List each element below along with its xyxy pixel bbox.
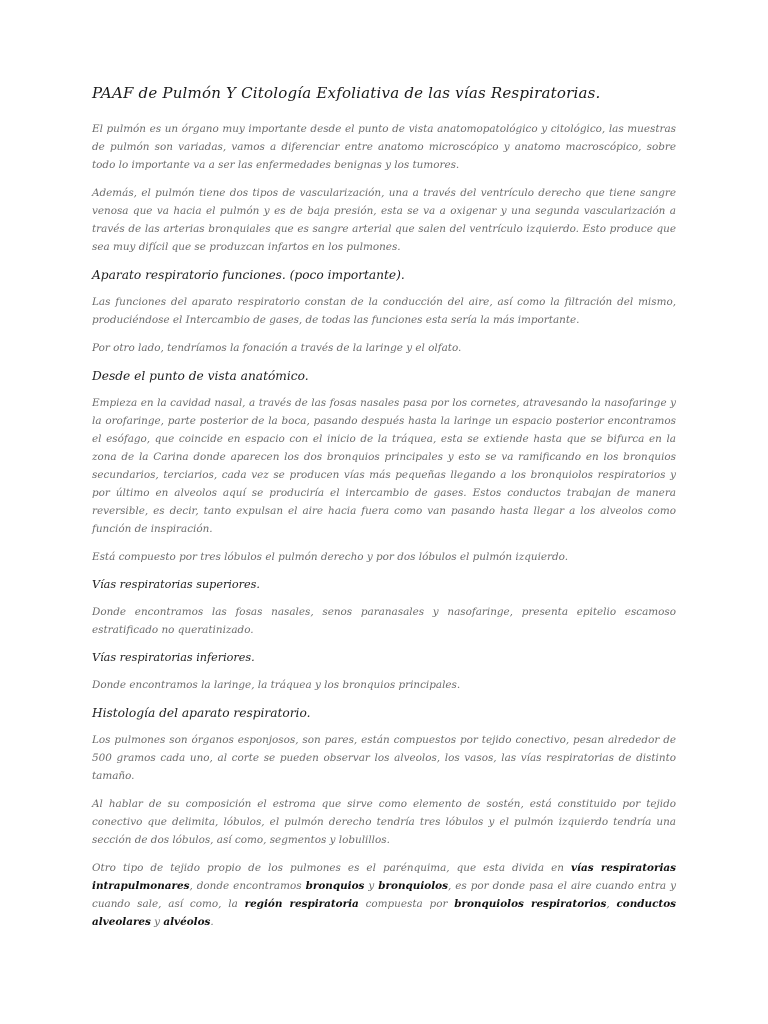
bold-term-alveolar-ducts: conductos alveolares [92, 898, 677, 928]
paragraph-anatomy: Empieza en la cavidad nasal, a través de las fosas nasales pasa por los cornetes, atravesando la nasofaringe y la orofaringe, parte posterior de la boca, pasando después hasta la laringe un espacio posterior encontramos el esófago, que coincide en espacio con el inicio de la tráquea, esta se extiende hasta que se bifurca en la zona de la Carina donde aparecen los dos bronquios principales y esto se va ramificando en los bronquios secundarios, terciarios, cada vez se producen vías más pequeñas llegando a los bronquiolos respiratorios y por último en alveolos aquí se produciría el intercambio de gases. Estos conductos trabajan de manera reversible, es decir, tanto expulsan el aire hacia fuera como van pasando hasta llegar a los alveolos como función de inspiración. [92, 397, 676, 535]
paragraph-vascularization: Además, el pulmón tiene dos tipos de vascularización, una a través del ventrículo derecho que tiene sangre venosa que va hacia el pulmón y es de baja presión, esta se va a oxigenar y una segunda vascularización a través de las arterias bronquiales que es sangre arterial que salen del ventrículo izquierdo. Esto produce que sea muy difícil que se produzcan infartos en los pulmones. [92, 187, 676, 253]
paragraph-lungs: Los pulmones son órganos esponjosos, son pares, están compuestos por tejido conectivo, pesan alrededor de 500 gramos cada uno, al corte se pueden observar los alveolos, los vasos, las vías respiratorias de distinto tamaño. [92, 734, 676, 782]
bold-term-bronchi: bronquios [305, 880, 365, 892]
bold-term-bronchioles: bronquiolos [378, 880, 448, 892]
text-run: . [210, 916, 214, 928]
paragraph-functions: Las funciones del aparato respiratorio constan de la conducción del aire, así como la filtración del mismo, produciéndose el Intercambio de gases, de todas las funciones esta sería la más importante. [92, 296, 676, 326]
bold-term-intrapulmonary-airways: vías respiratorias intrapulmonares [92, 862, 676, 892]
paragraph-upper-airways: Donde encontramos las fosas nasales, senos paranasales y nasofaringe, presenta epitelio escamoso estratificado no queratinizado. [92, 606, 676, 636]
paragraph-lower-airways: Donde encontramos la laringe, la tráquea y los bronquios principales. [92, 679, 461, 691]
heading-lower-airways: Vías respiratorias inferiores. [92, 651, 255, 664]
paragraph-lobes: Está compuesto por tres lóbulos el pulmón derecho y por dos lóbulos el pulmón izquierdo. [92, 551, 569, 563]
heading-histology: Histología del aparato respiratorio. [92, 706, 311, 720]
bold-term-respiratory-bronchioles: bronquiolos respiratorios [454, 898, 607, 910]
paragraph-phonation: Por otro lado, tendríamos la fonación a través de la laringe y el olfato. [92, 342, 462, 354]
paragraph-stroma: Al hablar de su composición el estroma que sirve como elemento de sostén, está constituido por tejido conectivo que delimita, lóbulos, el pulmón derecho tendría tres lóbulos y el pulmón izquierdo tendría una sección de dos lóbulos, así como, segmentos y lobulillos. [92, 798, 676, 846]
text-run: , donde encontramos [189, 880, 306, 892]
text-run: Otro tipo de tejido propio de los pulmones es el parénquima, que esta divida en [92, 862, 571, 874]
text-run: y [364, 880, 379, 892]
paragraph-parenchyma [92, 859, 676, 931]
heading-upper-airways: Vías respiratorias superiores. [92, 578, 260, 591]
document-title: PAAF de Pulmón Y Citología Exfoliativa de las vías Respiratorias. [92, 84, 601, 102]
text-run: compuesta por [358, 898, 455, 910]
paragraph-intro: El pulmón es un órgano muy importante desde el punto de vista anatomopatológico y citológico, las muestras de pulmón son variadas, vamos a diferenciar entre anatomo microscópico y anatomo macroscópico, sobre todo lo importante va a ser las enfermedades benignas y los tumores. [92, 123, 676, 171]
bold-term-respiratory-region: región respiratoria [244, 898, 359, 910]
heading-functions: Aparato respiratorio funciones. (poco importante). [92, 268, 405, 282]
text-run: , [606, 898, 617, 910]
text-run: , es por donde pasa el aire cuando entra y cuando sale, así como, la [92, 880, 677, 910]
text-run: y [150, 916, 164, 928]
heading-anatomical: Desde el punto de vista anatómico. [92, 369, 309, 383]
bold-term-alveoli: alvéolos [163, 916, 211, 928]
